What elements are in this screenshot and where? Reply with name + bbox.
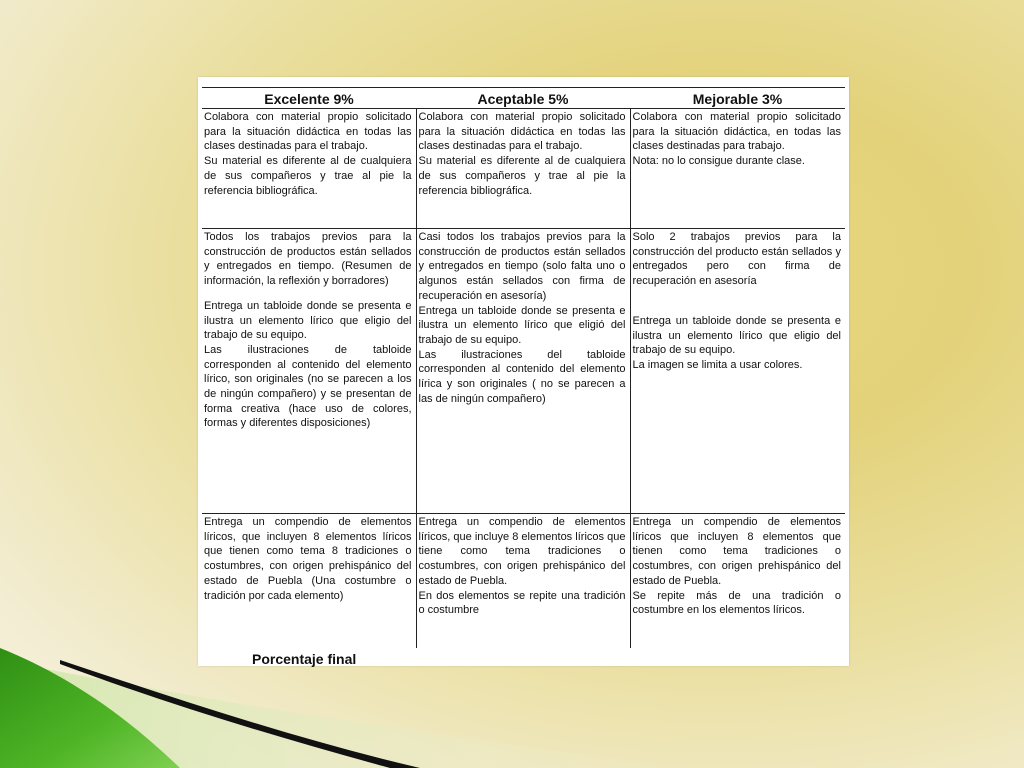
cell-mejorable — [630, 229, 845, 514]
cell-aceptable — [416, 514, 630, 649]
header-excelente: Excelente 9% — [202, 88, 416, 109]
cell-aceptable — [416, 229, 630, 514]
cell-text: Entrega un tabloide donde se presenta e ilustra un elemento lírico que eligio del trabajo de su equipo. — [204, 299, 412, 342]
cell-text: Entrega un compendio de elementos líricos que incluyen 8 elementos que tienen como tema tradiciones o costumbres, con origen prehispánico del estado de Puebla. — [632, 516, 841, 587]
cell-text: Las ilustraciones del tabloide corresponden al contenido del elemento lírica y son originales ( no se parecen a las de ningún compañero) — [418, 348, 626, 405]
cell-text: Todos los trabajos previos para la construcción de productos están sellados y entregados en tiempo. (Resumen de información, la reflexión y borradores) — [204, 231, 412, 288]
table-row — [202, 109, 845, 229]
cell-text: Entrega un tabloide donde se presenta e ilustra un elemento lírico que eligio del trabajo de su equipo. — [632, 314, 841, 357]
cell-excelente — [202, 514, 416, 649]
table-row — [202, 514, 845, 649]
cell-text: Entrega un compendio de elementos líricos, que incluye 8 elementos líricos que tiene como tema tradiciones o costumbres, con origen prehispánico del estado de Puebla. — [418, 516, 626, 587]
cell-text: Nota: no lo consigue durante clase. — [632, 155, 805, 168]
cell-text: En dos elementos se repite una tradición o costumbre — [418, 589, 626, 617]
cell-text: Solo 2 trabajos previos para la construcción del producto están sellados y entregados pero con firma de recuperación en asesoría — [632, 231, 841, 288]
rubric-document — [198, 77, 849, 666]
cell-text: Se repite más de una tradición o costumbre en los elementos líricos. — [632, 589, 841, 617]
cell-text: Su material es diferente al de cualquiera de sus compañeros y trae al pie la referencia bibliográfica. — [204, 155, 412, 197]
cell-text: Entrega un tabloide donde se presenta e ilustra un elemento lírico que eligió del trabajo de su equipo. — [418, 304, 626, 346]
cell-text: Colabora con material propio solicitado para la situación didáctica en todas las clases destinadas para el trabajo. — [204, 111, 412, 153]
cell-text: Su material es diferente al de cualquiera de sus compañeros y trae al pie la referencia bibliográfica. — [418, 155, 626, 197]
header-mejorable: Mejorable 3% — [630, 88, 845, 109]
cell-aceptable — [416, 109, 630, 229]
cell-text: La imagen se limita a usar colores. — [632, 358, 803, 371]
table-row — [202, 229, 845, 514]
final-percentage-label: Porcentaje final — [252, 651, 357, 667]
cell-text: Las ilustraciones de tabloide corresponden al contenido del elemento lírico, son originales (no se parecen a los de ningún compañero) y se presentan de forma creativa (hace uso de colores, formas y diferentes disposiciones) — [204, 343, 412, 430]
cell-mejorable — [630, 109, 845, 229]
header-aceptable: Aceptable 5% — [416, 88, 630, 109]
cell-text: Entrega un compendio de elementos líricos, que incluyen 8 elementos líricos que tienen como tema 8 tradiciones o costumbres, con origen prehispánico del estado de Puebla (Una costumbre o tradición por cada elemento) — [204, 516, 412, 602]
cell-excelente — [202, 109, 416, 229]
rubric-table — [202, 87, 845, 648]
cell-text: Colabora con material propio solicitado para la situación didáctica, en todas las clases destinadas para trabajo. — [632, 111, 841, 153]
cell-text: Colabora con material propio solicitado para la situación didáctica en todas las clases destinadas para el trabajo. — [418, 111, 626, 153]
cell-excelente — [202, 229, 416, 514]
cell-text: Casi todos los trabajos previos para la construcción de productos están sellados y entregados en tiempo (solo falta uno o algunos están sellados con firma de recuperación en asesoría) — [418, 231, 626, 302]
cell-mejorable — [630, 514, 845, 649]
